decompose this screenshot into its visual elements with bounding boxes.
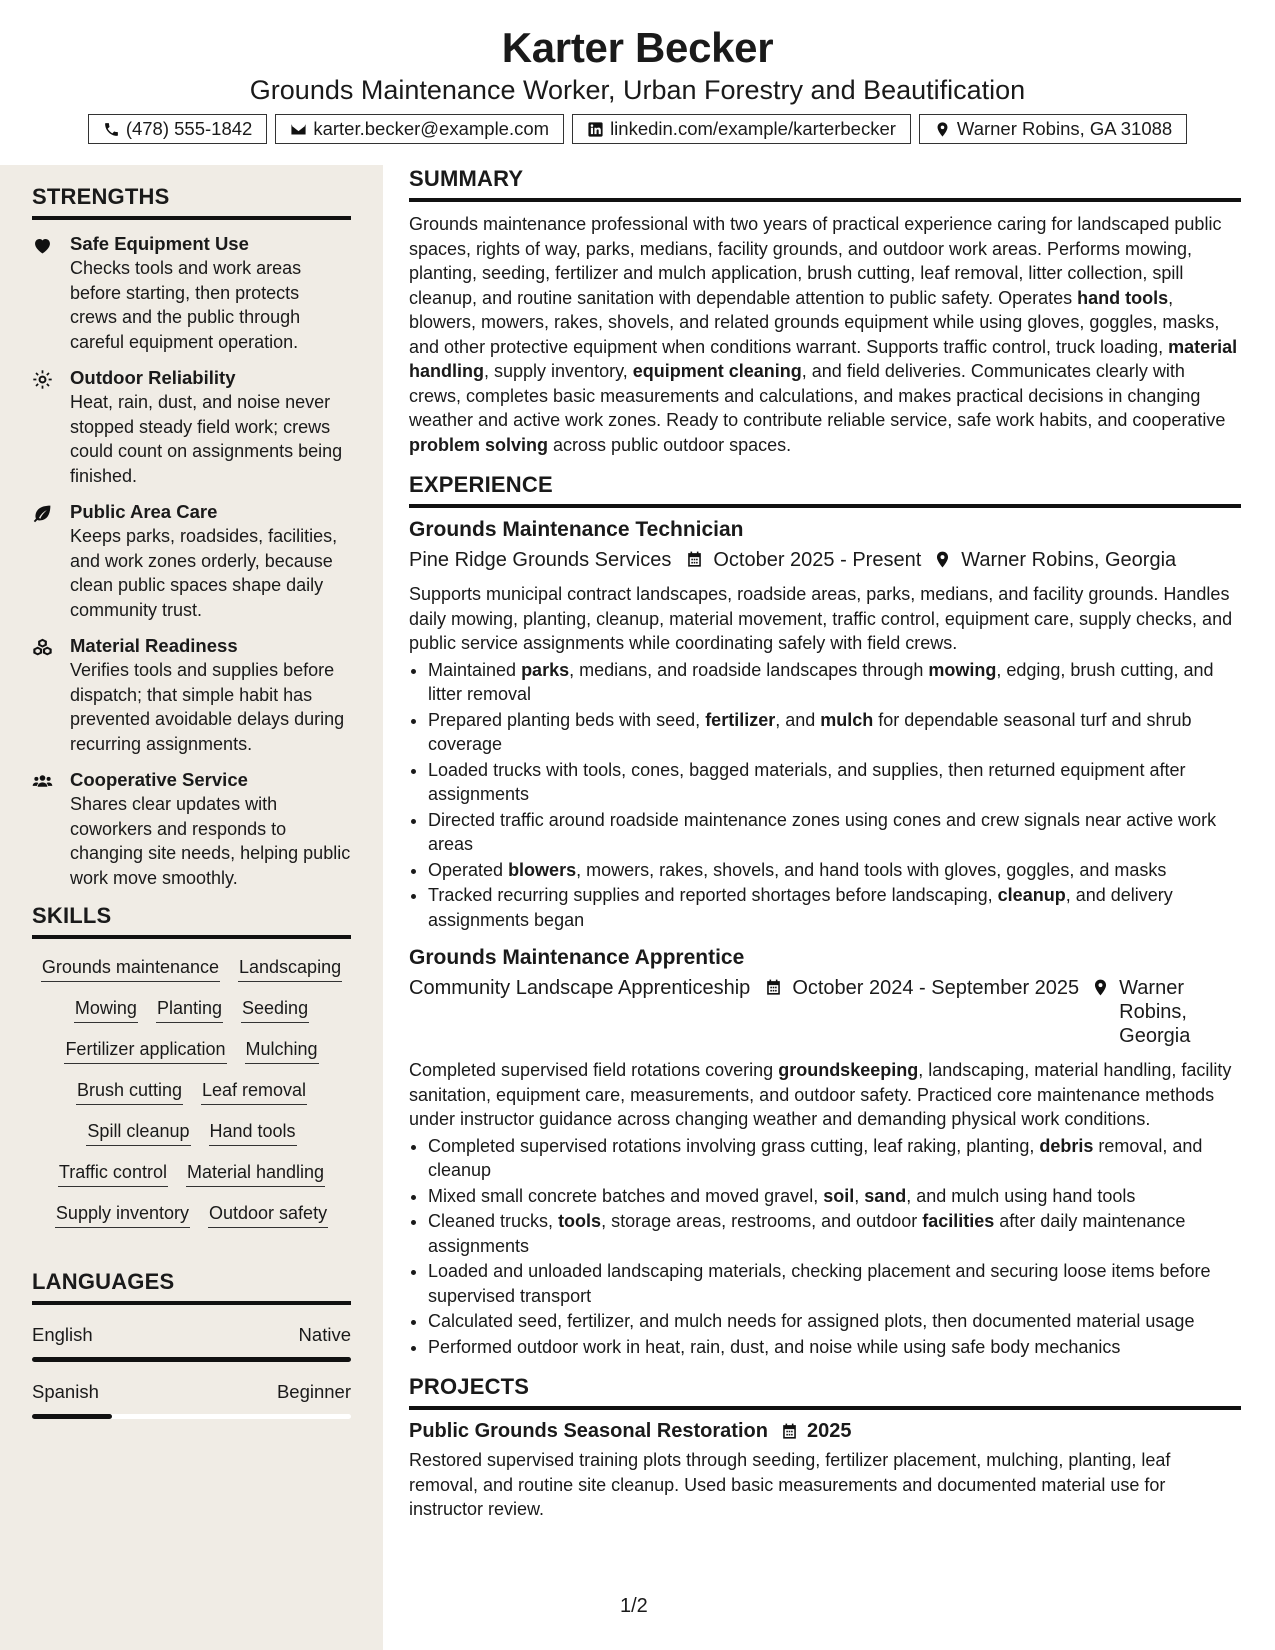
language-level: Beginner [276, 1381, 351, 1402]
skill-tag: Grounds maintenance [41, 955, 220, 982]
skills-heading: SKILLS [32, 902, 351, 939]
candidate-name: Karter Becker [501, 24, 774, 71]
skill-tag: Hand tools [209, 1119, 297, 1146]
heart-icon [32, 235, 53, 256]
resume-header [0, 0, 1275, 144]
contact-email-text: karter.becker@example.com [313, 118, 550, 139]
skill-tag: Fertilizer application [64, 1037, 226, 1064]
strength-item [32, 232, 351, 354]
map-pin-icon [1091, 978, 1110, 997]
job-bullet: • Calculated seed, fertilizer, and mulch needs for assigned plots, then documented material usage [428, 1309, 1241, 1334]
skill-tag: Material handling [186, 1160, 325, 1187]
skill-tag: Leaf removal [201, 1078, 307, 1105]
job-bullet: • Directed traffic around roadside maintenance zones using cones and crew signals near active work areas [428, 808, 1241, 857]
skills-list [32, 939, 351, 1228]
strengths-list [32, 232, 351, 890]
main-column [409, 165, 1241, 1522]
strength-item [32, 366, 351, 488]
job-entry [409, 944, 1241, 1359]
skill-tag: Traffic control [58, 1160, 168, 1187]
language-name: Spanish [32, 1381, 99, 1402]
job-bullet: • Tracked recurring supplies and reported shortages before landscaping, cleanup, and delivery assignments began [428, 883, 1241, 932]
calendar-icon [780, 1422, 799, 1441]
contact-phone[interactable] [88, 114, 268, 144]
strength-title: Cooperative Service [70, 769, 248, 790]
strength-item [32, 634, 351, 756]
phone-icon [103, 121, 120, 138]
language-name: English [32, 1324, 93, 1345]
strength-desc: Keeps parks, roadsides, facilities, and work zones orderly, because clean public spaces shape daily community trust. [70, 526, 338, 620]
skill-tag: Planting [156, 996, 223, 1023]
contact-email[interactable] [275, 114, 564, 144]
linkedin-icon [587, 121, 604, 138]
strength-title: Public Area Care [70, 501, 218, 522]
job-bullet: • Completed supervised rotations involving grass cutting, leaf raking, planting, debris removal, and cleanup [428, 1134, 1241, 1183]
strength-desc: Heat, rain, dust, and noise never stopped steady field work; crews could count on assignments being finished. [70, 392, 343, 486]
language-proficiency-bar [32, 1414, 351, 1419]
contact-linkedin[interactable] [572, 114, 911, 144]
strength-title: Outdoor Reliability [70, 367, 236, 388]
job-bullet: • Cleaned trucks, tools, storage areas, restrooms, and outdoor facilities after daily maintenance assignments [428, 1209, 1241, 1258]
projects-heading: PROJECTS [409, 1373, 1241, 1410]
job-dates: October 2024 - September 2025 [792, 977, 1080, 999]
language-proficiency-fill [32, 1414, 112, 1419]
job-bullets [409, 658, 1241, 933]
page-number: 1/2 [620, 1595, 648, 1617]
calendar-icon [764, 978, 783, 997]
experience-heading: EXPERIENCE [409, 471, 1241, 508]
job-entry [409, 516, 1241, 932]
job-description: Completed supervised field rotations covering groundskeeping, landscaping, material handling, facility sanitation, equipment care, measurements, and outdoor safety. Practiced core maintenance methods under instructor guidance across changing weather and demanding physical work conditions. [409, 1060, 1232, 1129]
project-header [409, 1418, 1241, 1444]
language-proficiency-bar [32, 1357, 351, 1362]
language-item [32, 1380, 351, 1419]
language-level: Native [298, 1324, 351, 1345]
strength-title: Material Readiness [70, 635, 238, 656]
sun-icon [32, 369, 53, 390]
strength-item [32, 768, 351, 890]
job-location: Warner Robins, Georgia [1119, 977, 1191, 1047]
strengths-heading: STRENGTHS [32, 183, 351, 220]
language-item [32, 1323, 351, 1362]
skill-tag: Spill cleanup [86, 1119, 190, 1146]
job-meta [409, 976, 1241, 1048]
contact-phone-text: (478) 555-1842 [125, 118, 253, 139]
skill-tag: Seeding [241, 996, 309, 1023]
job-bullet: • Maintained parks, medians, and roadside landscapes through mowing, edging, brush cutting, and litter removal [428, 658, 1241, 707]
project-year: 2025 [806, 1420, 852, 1442]
candidate-headline: Grounds Maintenance Worker, Urban Forestry and Beautification [249, 75, 1026, 105]
project-title: Public Grounds Seasonal Restoration [409, 1420, 768, 1442]
strength-desc: Shares clear updates with coworkers and responds to changing site needs, helping public work move smoothly. [70, 794, 351, 888]
leaf-icon [32, 503, 53, 524]
job-organization: Pine Ridge Grounds Services [409, 549, 672, 571]
job-organization: Community Landscape Apprenticeship [409, 977, 751, 999]
map-pin-icon [934, 121, 951, 138]
job-description: Supports municipal contract landscapes, roadside areas, parks, medians, and facility grounds. Handles daily mowing, planting, cleanup, material movement, traffic control, equipment care, supply checks, and public service assignments while coordinating safely with field crews. [409, 584, 1233, 653]
skill-tag: Outdoor safety [208, 1201, 328, 1228]
people-icon [32, 771, 53, 792]
job-bullet: • Mixed small concrete batches and moved gravel, soil, sand, and mulch using hand tools [428, 1184, 1241, 1209]
project-description: Restored supervised training plots through seeding, fertilizer placement, mulching, planting, leaf removal, and routine site cleanup. Used basic measurements and documented material use for instructor review. [409, 1450, 1171, 1519]
contact-bar [0, 114, 1275, 144]
skill-tag: Supply inventory [55, 1201, 190, 1228]
job-location: Warner Robins, Georgia [961, 549, 1177, 571]
strength-item [32, 500, 351, 622]
skill-tag: Mulching [245, 1037, 319, 1064]
job-bullet: • Loaded trucks with tools, cones, bagged materials, and supplies, then returned equipment after assignments [428, 758, 1241, 807]
contact-location-text: Warner Robins, GA 31088 [956, 118, 1173, 139]
job-meta [409, 548, 1241, 572]
sidebar [0, 165, 383, 1650]
job-bullet: • Loaded and unloaded landscaping materials, checking placement and securing loose items before supervised transport [428, 1259, 1241, 1308]
languages-heading: LANGUAGES [32, 1268, 351, 1305]
strength-title: Safe Equipment Use [70, 233, 249, 254]
project-entry [409, 1418, 1241, 1522]
job-bullets [409, 1134, 1241, 1360]
skill-tag: Mowing [74, 996, 138, 1023]
job-dates: October 2025 - Present [713, 549, 922, 571]
job-title: Grounds Maintenance Apprentice [409, 946, 745, 969]
boxes-icon [32, 637, 53, 658]
calendar-icon [685, 550, 704, 569]
contact-linkedin-text: linkedin.com/example/karterbecker [610, 118, 896, 139]
language-proficiency-fill [32, 1357, 351, 1362]
summary-heading: SUMMARY [409, 165, 1241, 202]
job-bullet: • Operated blowers, mowers, rakes, shovels, and hand tools with gloves, goggles, and masks [428, 858, 1241, 883]
skill-tag: Brush cutting [76, 1078, 183, 1105]
job-bullet: • Performed outdoor work in heat, rain, dust, and noise while using safe body mechanics [428, 1335, 1241, 1360]
contact-location [919, 114, 1187, 144]
envelope-icon [290, 121, 307, 138]
summary-text: Grounds maintenance professional with two years of practical experience caring for landscaped public spaces, rights of way, parks, medians, facility grounds, and outdoor work areas. Performs mowing, planting, seeding, fertilizer and mulch application, brush cutting, leaf removal, litter collection, spill cleanup, and routine sanitation with dependable attention to public safety. Operates hand tools, blowers, mowers, rakes, shovels, and related grounds equipment while using gloves, goggles, masks, and other protective equipment when conditions warrant. Supports traffic control, truck loading, material handling, supply inventory, equipment cleaning, and field deliveries. Communicates clearly with crews, completes basic measurements and calculations, and makes practical decisions in changing weather and active work zones. Ready to contribute reliable service, safe work habits, and cooperative problem solving across public outdoor spaces. [409, 214, 1238, 455]
strength-desc: Verifies tools and supplies before dispatch; that simple habit has prevented avoidable delays during recurring assignments. [70, 660, 345, 754]
skill-tag: Landscaping [238, 955, 342, 982]
strength-desc: Checks tools and work areas before starting, then protects crews and the public through careful equipment operation. [70, 258, 302, 352]
map-pin-icon [933, 550, 952, 569]
job-title: Grounds Maintenance Technician [409, 518, 744, 541]
job-bullet: • Prepared planting beds with seed, fertilizer, and mulch for dependable seasonal turf and shrub coverage [428, 708, 1241, 757]
